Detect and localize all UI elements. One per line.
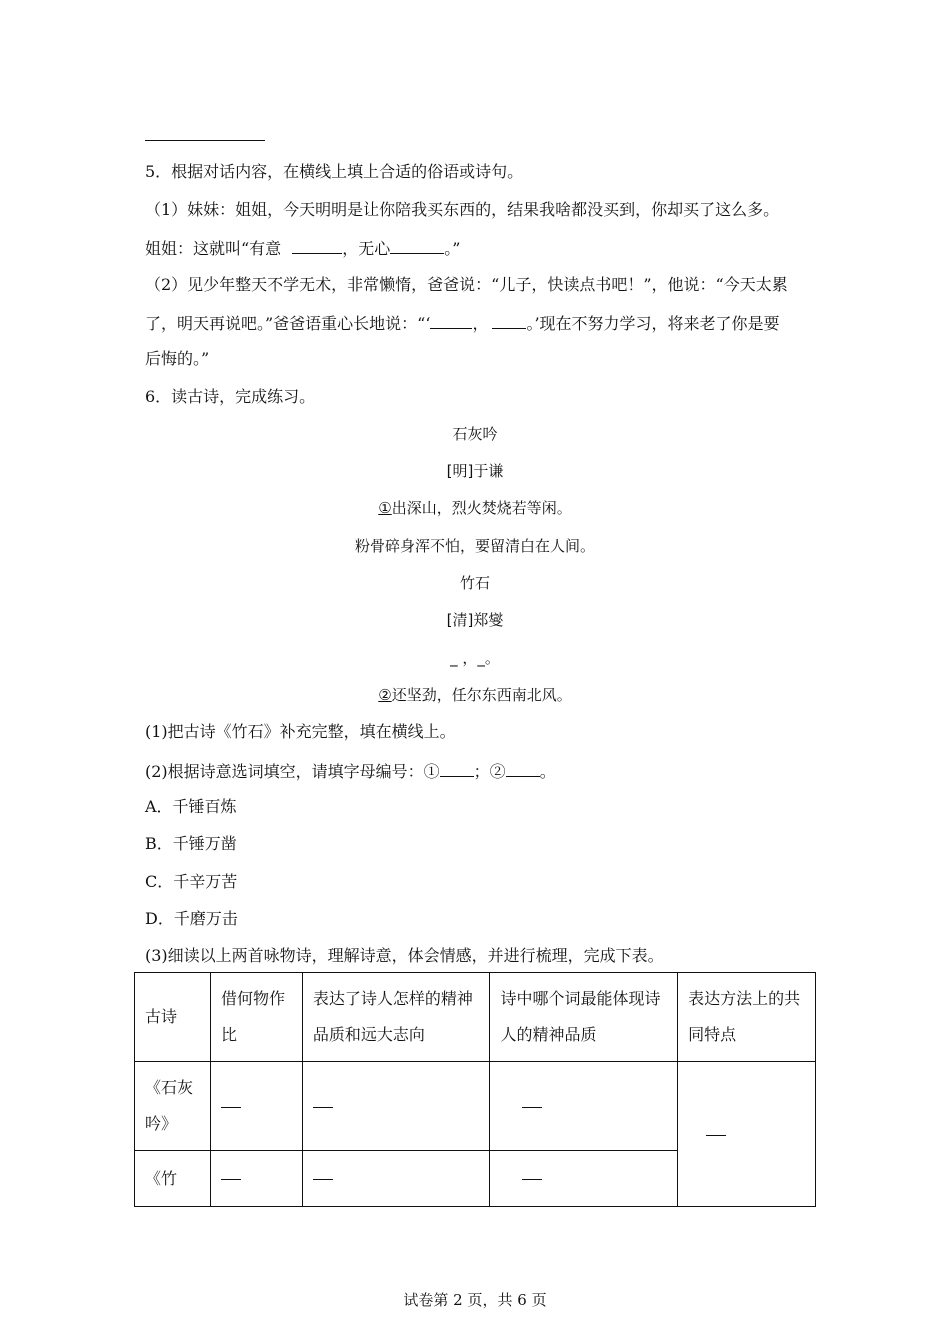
answer-cell[interactable]	[210, 1062, 302, 1151]
q5-part2-text-b: ，	[472, 314, 489, 333]
q6-title: 6．读古诗，完成练习。	[145, 387, 316, 406]
table-header-cell: 古诗	[135, 973, 211, 1062]
poem1-title: 石灰吟	[452, 425, 498, 443]
answer-cell[interactable]	[490, 1151, 678, 1207]
q5-part1-text-b: ，无心	[342, 239, 391, 258]
q6-sub2-text-b: ；②	[473, 762, 506, 781]
poem1-blank-marker-1[interactable]: ①	[378, 499, 392, 517]
poem1-line1	[0, 498, 950, 518]
q5-title: 5．根据对话内容，在横线上填上合适的俗语或诗句。	[145, 162, 524, 181]
summary-table	[134, 972, 816, 1207]
poem2-line2-text: 还坚劲，任尔东西南北风。	[391, 686, 572, 704]
q5-part2-line2	[145, 312, 780, 334]
table-header-row	[135, 973, 816, 1062]
table-row-label: 《石灰吟》	[135, 1062, 211, 1151]
answer-cell[interactable]	[302, 1062, 490, 1151]
poem1-line1-text: 出深山，烈火焚烧若等闲。	[391, 499, 572, 517]
q5-part2-text-a: 了，明天再说吧。”爸爸语重心长地说：“‘	[145, 314, 431, 333]
q6-sub2-blank-2[interactable]	[506, 760, 540, 777]
answer-blank[interactable]	[221, 1178, 241, 1180]
answer-blank[interactable]	[522, 1178, 542, 1180]
poem2-title: 竹石	[459, 574, 490, 592]
q6-sub2-text-c: 。	[539, 762, 556, 781]
answer-cell[interactable]	[490, 1062, 678, 1151]
q5-blank-3[interactable]	[430, 312, 472, 329]
option-c[interactable]: C．千辛万苦	[145, 872, 238, 891]
table-header-cell: 诗中哪个词最能体现诗人的精神品质	[490, 973, 678, 1062]
poem2-line1-blanks[interactable]: _ ，_。	[450, 649, 500, 667]
q5-part1-text-a: 姐姐：这就叫“有意	[145, 239, 282, 258]
q5-part2-line3: 后悔的。”	[145, 349, 210, 368]
top-separator-line	[145, 140, 265, 141]
q5-part2-text-c: 。’现在不努力学习，将来老了你是要	[526, 314, 780, 333]
table-header-cell: 借何物作比	[210, 973, 302, 1062]
option-d[interactable]: D．千磨万击	[145, 909, 238, 928]
poem2-blank-marker-2[interactable]: ②	[378, 686, 392, 704]
poem1-author: [明]于谦	[446, 462, 504, 480]
table-header-cell: 表达方法上的共同特点	[678, 973, 816, 1062]
table-row	[135, 1062, 816, 1151]
answer-cell[interactable]	[302, 1151, 490, 1207]
poem2-author: [清]郑燮	[446, 611, 504, 629]
page-footer: 试卷第 2 页，共 6 页	[403, 1291, 547, 1309]
q5-part1-line1: （1）妹妹：姐姐，今天明明是让你陪我买东西的，结果我啥都没买到，你却买了这么多。	[145, 200, 780, 219]
answer-blank[interactable]	[522, 1106, 542, 1108]
answer-cell-merged[interactable]	[678, 1062, 816, 1207]
q5-blank-4[interactable]	[492, 312, 526, 329]
answer-blank[interactable]	[313, 1106, 333, 1108]
q5-blank-2[interactable]	[390, 237, 444, 254]
q6-sub2	[145, 760, 556, 782]
option-b[interactable]: B．千锤万凿	[145, 834, 237, 853]
table-header-cell: 表达了诗人怎样的精神品质和远大志向	[302, 973, 490, 1062]
q5-blank-1[interactable]	[292, 237, 342, 254]
answer-cell[interactable]	[210, 1151, 302, 1207]
q5-part1-text-c: 。”	[444, 239, 461, 258]
answer-blank[interactable]	[706, 1134, 726, 1136]
poem1-line2: 粉骨碎身浑不怕，要留清白在人间。	[354, 537, 595, 555]
q6-sub3: (3)细读以上两首咏物诗，理解诗意，体会情感，并进行梳理，完成下表。	[145, 946, 664, 965]
answer-blank[interactable]	[313, 1178, 333, 1180]
answer-blank[interactable]	[221, 1106, 241, 1108]
table-row-label: 《竹	[135, 1151, 211, 1207]
q5-part2-line1: （2）见少年整天不学无术，非常懒惰，爸爸说：“儿子，快读点书吧！”，他说：“今天太累	[145, 275, 788, 294]
poem2-line2	[0, 685, 950, 705]
q6-sub1: (1)把古诗《竹石》补充完整，填在横线上。	[145, 722, 456, 741]
q6-sub2-blank-1[interactable]	[440, 760, 474, 777]
q5-part1-line2	[145, 237, 460, 259]
q6-sub2-text-a: (2)根据诗意选词填空，请填字母编号：①	[145, 762, 440, 781]
option-a[interactable]: A．千锤百炼	[145, 797, 237, 816]
